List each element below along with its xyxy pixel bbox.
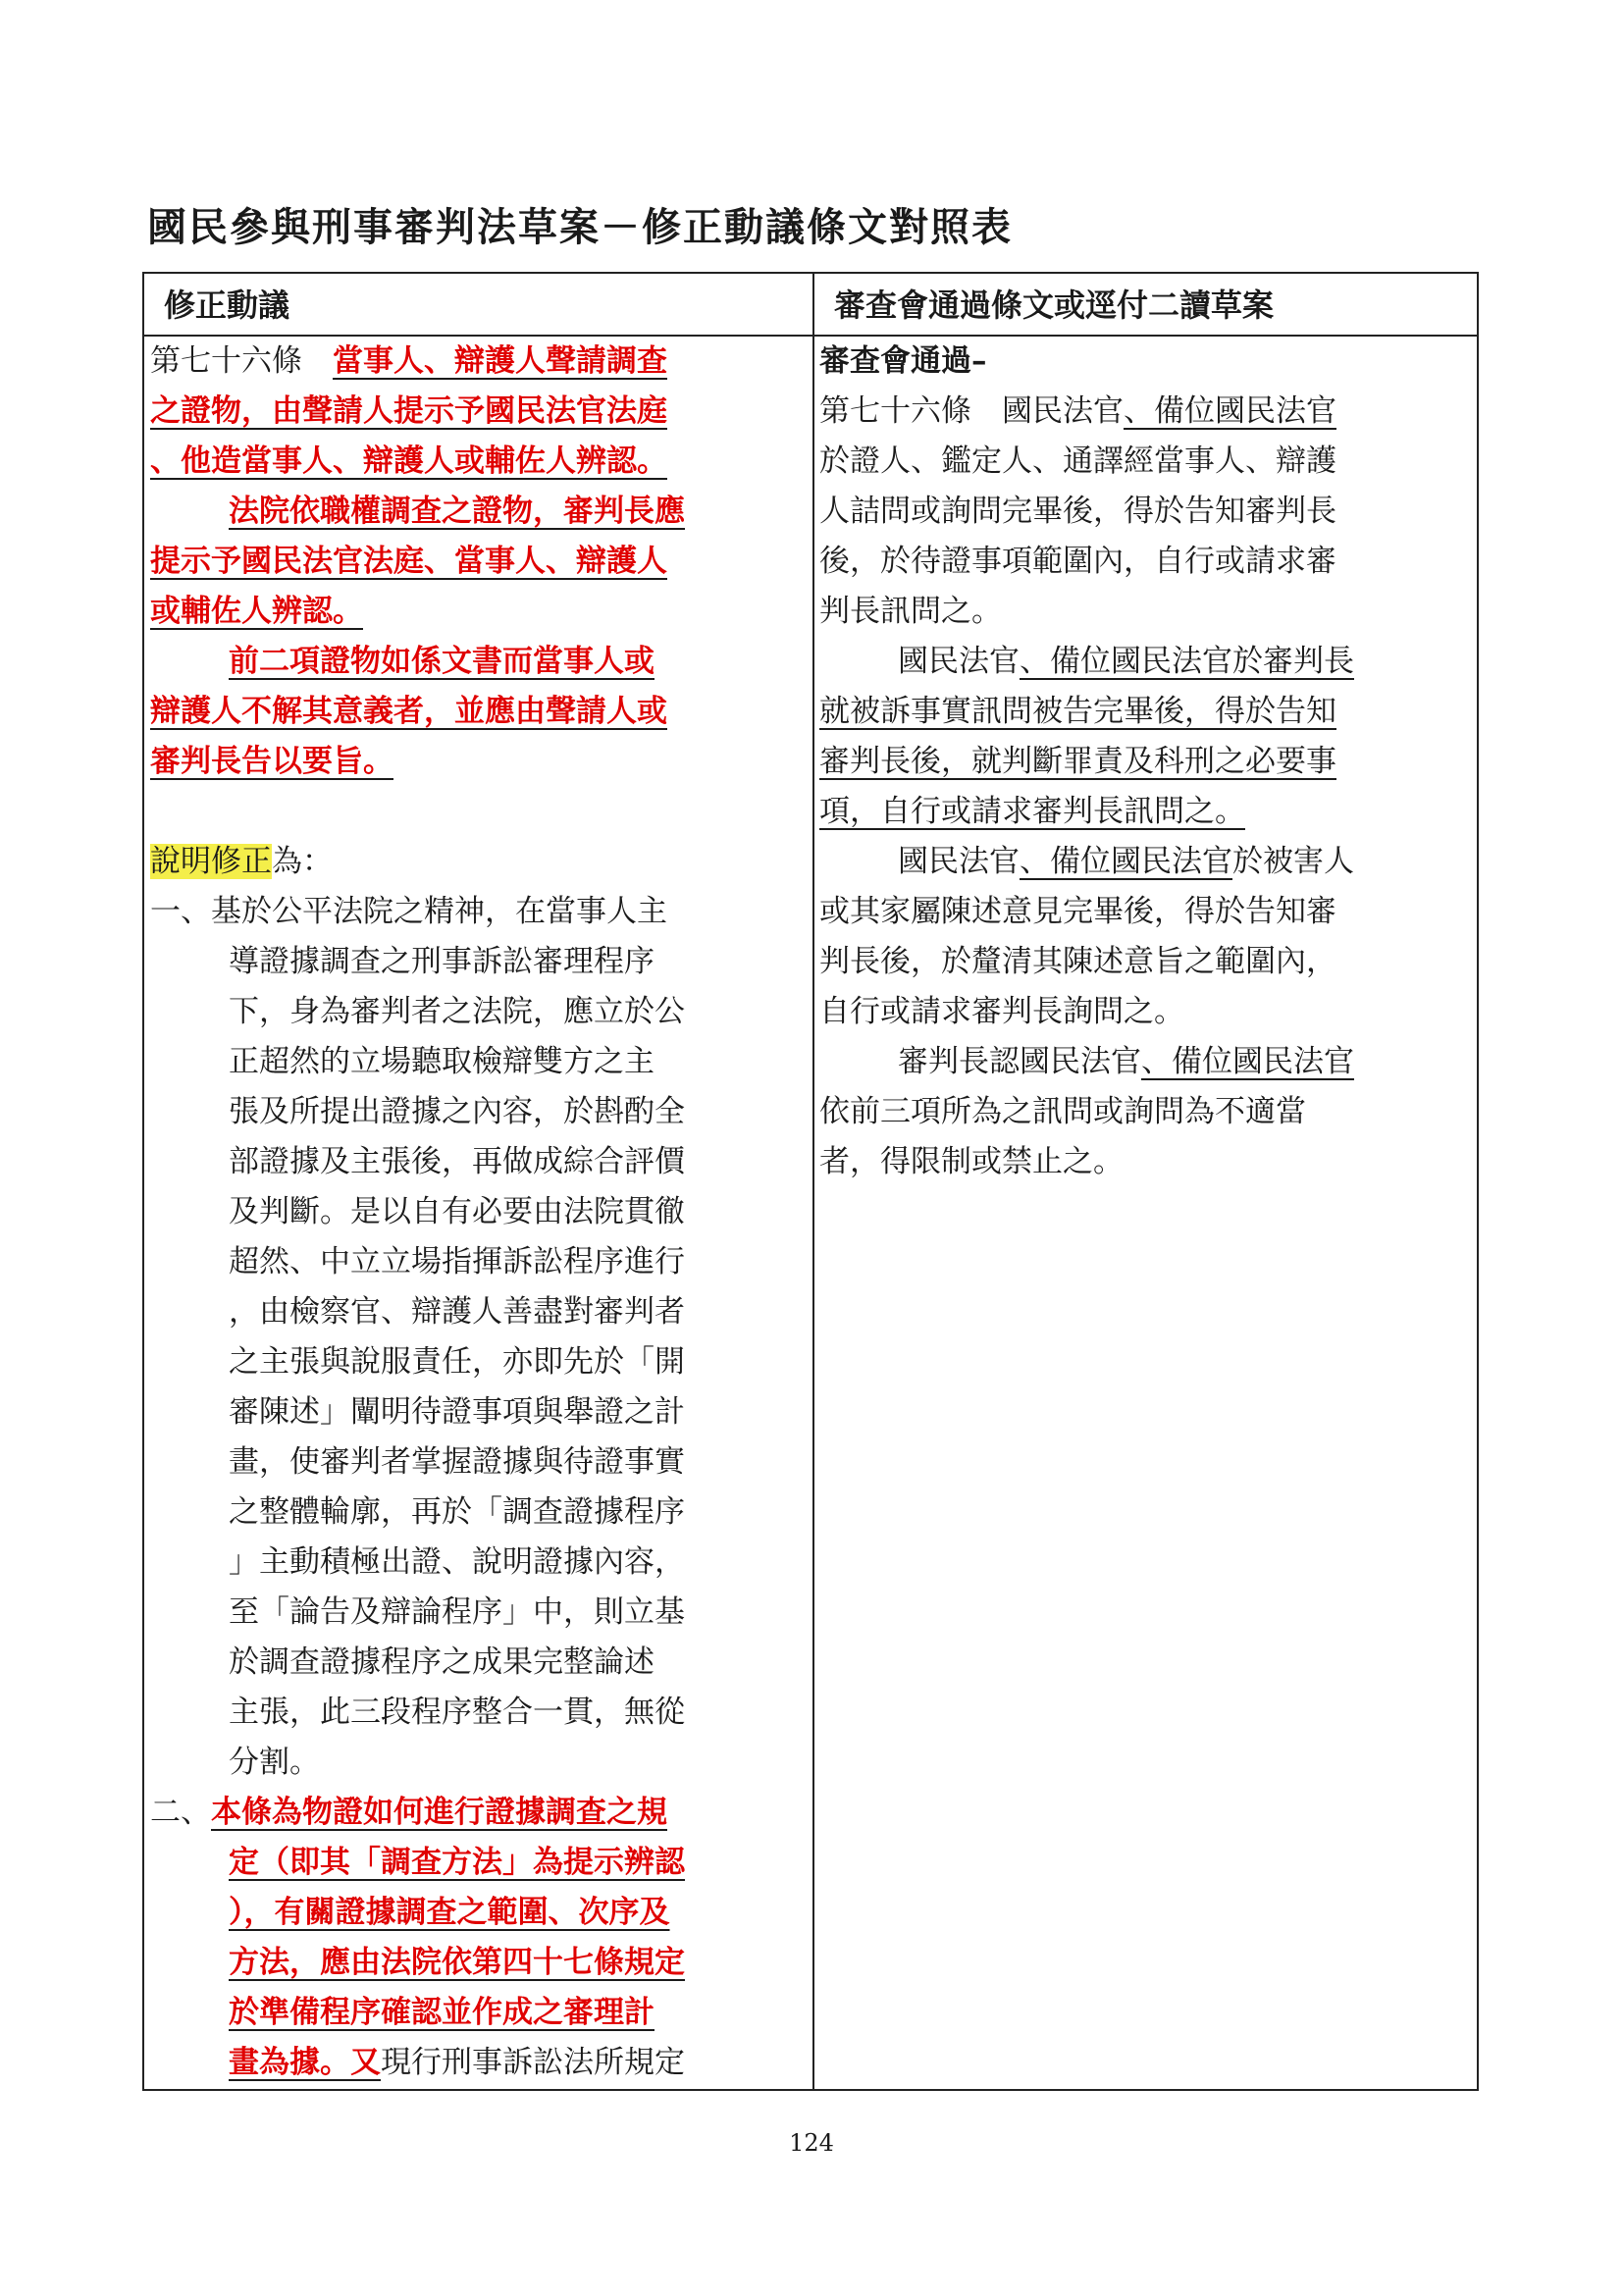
explanation-text: 正超然的立場聽取檢辯雙方之主 [229,1044,654,1079]
text-line [150,1337,806,1387]
explanation-item-1: 一、基於公平法院之精神，在當事人主 [150,894,667,929]
amendment-text: 審判長告以要旨。 [150,744,393,779]
explanation-item-2-body [150,1838,806,2038]
explanation-text: 下，身為審判者之法院，應立於公 [229,994,685,1029]
explanation-text: 張及所提出證據之內容，於斟酌全 [229,1094,685,1129]
amendment-text: 提示予國民法官法庭、當事人、辯護人 [150,544,667,579]
amendment-text: 之證物，由聲請人提示予國民法官法庭 [150,393,667,429]
explanation-text: 主張，此三段程序整合一貫，無從 [229,1695,685,1730]
explanation-text: 導證據調查之刑事訴訟審理程序 [229,944,654,979]
text-line [150,1187,806,1237]
explanation-text: 之主張與說服責任，亦即先於「開 [229,1344,685,1380]
underlined-text: 、備位國民法官 [1141,1044,1354,1079]
text-line [150,937,806,987]
text-line [150,1087,806,1137]
text-line [150,1988,806,2038]
text-line [150,1037,806,1087]
amendment-text: 於準備程序確認並作成之審理計 [229,1995,654,2030]
explanation-text: 之整體輪廓，再於「調查證據程序 [229,1494,685,1530]
text-line [150,1137,806,1187]
text-line [150,987,806,1037]
explanation-text: 」主動積極出證、說明證據內容， [229,1544,685,1580]
amendment-text: 方法，應由法院依第四十七條規定 [229,1945,685,1980]
explanation-text: 及判斷。是以自有必要由法院貫徹 [229,1194,685,1229]
underlined-text: 項，自行或請求審判長訊問之。 [819,794,1245,829]
underlined-text: 就被訴事實訊問被告完畢後，得於告知 [819,694,1336,729]
text-line [150,1538,806,1588]
article-number: 第七十六條 [150,343,333,379]
explanation-text: 於調查證據程序之成果完整論述 [229,1644,654,1680]
underlined-text: 、備位國民法官 [1124,393,1336,429]
explanation-text: ，由檢察官、辯護人善盡對審判者 [229,1294,685,1330]
header-right: 審查會通過條文或逕付二讀草案 [834,287,1275,324]
underlined-text: 審判長後，就判斷罪責及科刑之必要事 [819,744,1336,779]
amendment-text: 本條為物證如何進行證據調查之規 [211,1795,667,1830]
text-line [150,1838,806,1888]
text-line [150,1487,806,1538]
amendment-text: 畫為據。又 [229,2045,381,2080]
amendment-text: 定（即其「調查方法」為提示辨認 [229,1845,685,1880]
underlined-text: 、備位國民法官於審判長 [1020,644,1354,679]
explanation-text: 畫，使審判者掌握證據與待證事實 [229,1444,685,1480]
amendment-text: 當事人、辯護人聲請調查 [333,343,667,379]
text-line [150,337,806,387]
column-divider [812,274,814,2089]
amendment-text: 前二項證物如係文書而當事人或 [229,644,654,679]
explanation-item-1-body [150,937,806,1788]
text-line [150,1638,806,1688]
explanation-text: 部證據及主張後，再做成綜合評價 [229,1144,685,1179]
amendment-text: ），有關證據調查之範圍、次序及 [229,1895,670,1930]
article-number: 第七十六條 國民法官 [819,393,1124,429]
explanation-text: 審陳述」闡明待證事項與舉證之計 [229,1394,685,1430]
amendment-text: 法院依職權調查之證物，審判長應 [229,494,685,529]
amendment-text: 、他造當事人、辯護人或輔佐人辨認。 [150,444,667,479]
text-line [150,1387,806,1437]
committee-passed-label: 審查會通過– [819,343,987,379]
header-left: 修正動議 [164,287,290,324]
explanation-text: 至「論告及辯論程序」中，則立基 [229,1594,685,1630]
explanation-text: 超然、中立立場指揮訴訟程序進行 [229,1244,685,1279]
highlighted-text: 說明修正 [150,844,272,879]
text-line [150,1888,806,1938]
text-line [150,1588,806,1638]
amendment-text: 辯護人不解其意義者，並應由聲請人或 [150,694,667,729]
explanation-item-2: 二、本條為物證如何進行證據調查之規 [150,1795,667,1830]
text-line [150,1738,806,1788]
underlined-text: 、備位國民法官 [1020,844,1232,879]
page-number: 124 [789,2129,834,2157]
text-line [150,1938,806,1988]
text-line [150,1437,806,1487]
right-column: 審查會通過– 第七十六條 國民法官、備位國民法官 於證人、鑑定人、通譯經當事人、辯護 人詰問或詢問完畢後，得於告知審判長 後，於待證事項範圍內，自行或請求審 判長訊問之。 國民法官、備位國民法官於審判長 就被訴事實訊問被告完畢後，得於告知 審判長後，就判斷罪責及科刑之必要事 項，自行或請求審判長訊問之。 國民法官、備位國民法官於被害人 或其家屬陳述意見完畢後，得於告知審 判長後，於釐清其陳述意旨之範圍內， 自行或請求審判長詢問之。 審判長認國民法官、備位國民法官 依前三項所為之訊問或詢問為不適當 者，得限制或禁止之。 [819,337,1473,1187]
comparison-table [142,272,1479,2091]
text-line [150,1688,806,1738]
text-line [150,1287,806,1337]
explanation-heading: 說明修正為： [150,844,333,879]
text-line [150,1237,806,1287]
amendment-text: 或輔佐人辨認。 [150,594,363,629]
page-title: 國民參與刑事審判法草案－修正動議條文對照表 [147,204,1013,250]
left-column: 第七十六條 當事人、辯護人聲請調查 之證物，由聲請人提示予國民法官法庭 、他造當事人、辯護人或輔佐人辨認。 法院依職權調查之證物，審判長應 提示予國民法官法庭、當事人、辯護人 或輔佐人辨認。 前二項證物如係文書而當事人或 辯護人不解其意義者，並應由聲請人或 審判長告以要旨。 說明修正為： 一、基於公平法院之精神，在當事人主 導證據調查之刑事訴訟審理程序 下，身為審判者之法院，應立於公 正超然的立場聽取檢辯雙方之主 張及所提出證據之內容，於斟酌全 部證據及主張後，再做成綜合評價 及判斷。是以自有必要由法院貫徹 超然、中立立場指揮訴訟程序進行 ，由檢察官、辯護人善盡對審判者 之主張與說服責任，亦即先於「開 審陳述」闡明待證事項與舉證之計 畫，使審判者掌握證據與待證事實 之整體輪廓，再於「調查證據程序 」主動積極出證、說明證據內容， 至「論告及辯論程序」中，則立基 於調查證據程序之成果完整論述 主張，此三段程序整合一貫，無從 分割。 二、本條為物證如何進行證據調查之規 定（即其「調查方法」為提示辨認 ），有關證據調查之範圍、次序及 方法，應由法院依第四十七條規定 於準備程序確認並作成之審理計 畫為據。又現行刑事訴訟法所規定 [150,337,806,2088]
explanation-text: 分割。 [229,1745,320,1780]
